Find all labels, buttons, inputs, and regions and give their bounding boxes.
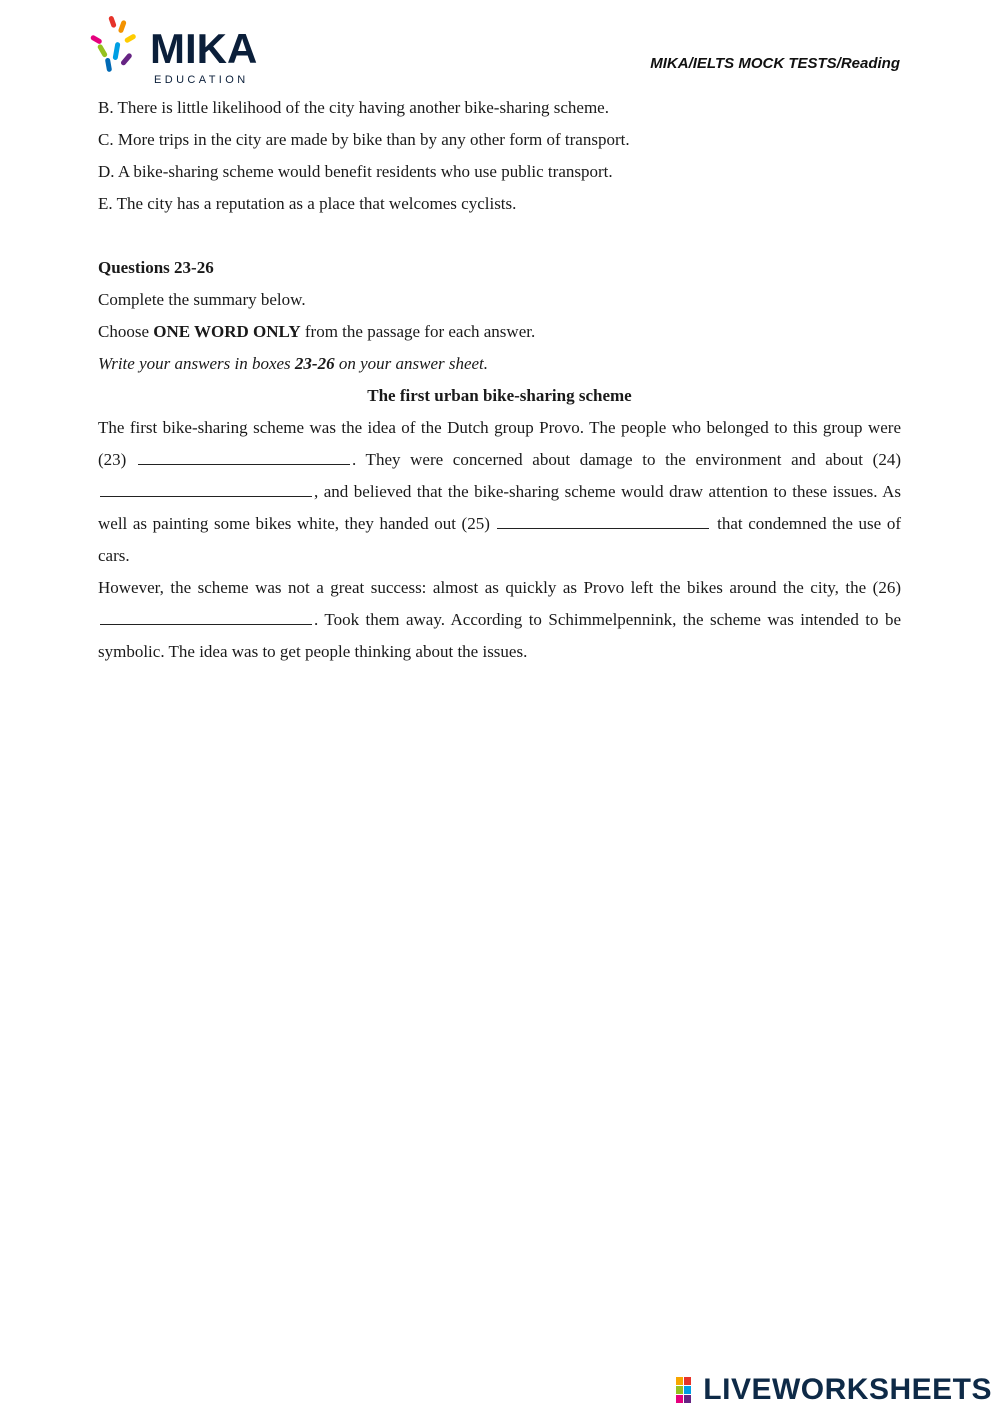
logo-name: MIKA (150, 25, 258, 72)
instruction-choose-bold: ONE WORD ONLY (153, 322, 301, 341)
instruction-write (98, 348, 901, 380)
summary-text: However, the scheme was not a great success: almost as quickly as Provo left the bikes around the city, the (26) (98, 578, 901, 597)
option-c: C. More trips in the city are made by bike than by any other form of transport. (98, 130, 630, 149)
summary-title: The first urban bike-sharing scheme (367, 386, 632, 405)
instruction-choose (98, 316, 901, 348)
instruction-complete: Complete the summary below. (98, 290, 306, 309)
liveworksheets-watermark (675, 1373, 992, 1407)
summary-paragraph-1 (98, 412, 901, 572)
running-title: MIKA/IELTS MOCK TESTS/Reading (650, 55, 900, 72)
mika-logo (88, 14, 278, 86)
instruction-choose-post: from the passage for each answer. (300, 322, 536, 341)
questions-heading: Questions 23-26 (98, 258, 214, 277)
instruction-write-post: on your answer sheet. (334, 354, 489, 373)
option-d: D. A bike-sharing scheme would benefit residents who use public transport. (98, 162, 613, 181)
summary-text: The first bike-sharing scheme was the idea of the Dutch group Provo. The people who belonged to this group were (23) (98, 418, 901, 469)
answer-blank-26[interactable] (100, 606, 312, 625)
option-b: B. There is little likelihood of the city having another bike-sharing scheme. (98, 98, 609, 117)
mika-logo-mark-icon (88, 14, 150, 76)
answer-blank-24[interactable] (100, 478, 312, 497)
summary-text: . They were concerned about damage to the environment and about (24) (351, 450, 901, 469)
liveworksheets-brand: LIVEWORKSHEETS (703, 1373, 992, 1406)
summary-text: , and believed that the bike-sharing scheme would draw attention to these issues. As well as painting some bikes white, they handed out (25) (98, 482, 901, 533)
summary-text: that condemned the use of cars. (98, 514, 901, 565)
answer-blank-23[interactable] (138, 446, 350, 465)
instruction-write-bold: 23-26 (294, 354, 335, 373)
option-e: E. The city has a reputation as a place that welcomes cyclists. (98, 194, 517, 213)
liveworksheets-icon (675, 1376, 701, 1404)
instruction-choose-pre: Choose (98, 322, 154, 341)
instruction-write-pre: Write your answers in boxes (98, 354, 295, 373)
logo-subtitle: EDUCATION (154, 74, 249, 86)
document-content (98, 92, 901, 668)
summary-text: . Took them away. According to Schimmelpennink, the scheme was intended to be symbolic. The idea was to get people thinking about the issues. (98, 610, 901, 661)
summary-paragraph-2 (98, 572, 901, 668)
answer-blank-25[interactable] (497, 510, 709, 529)
